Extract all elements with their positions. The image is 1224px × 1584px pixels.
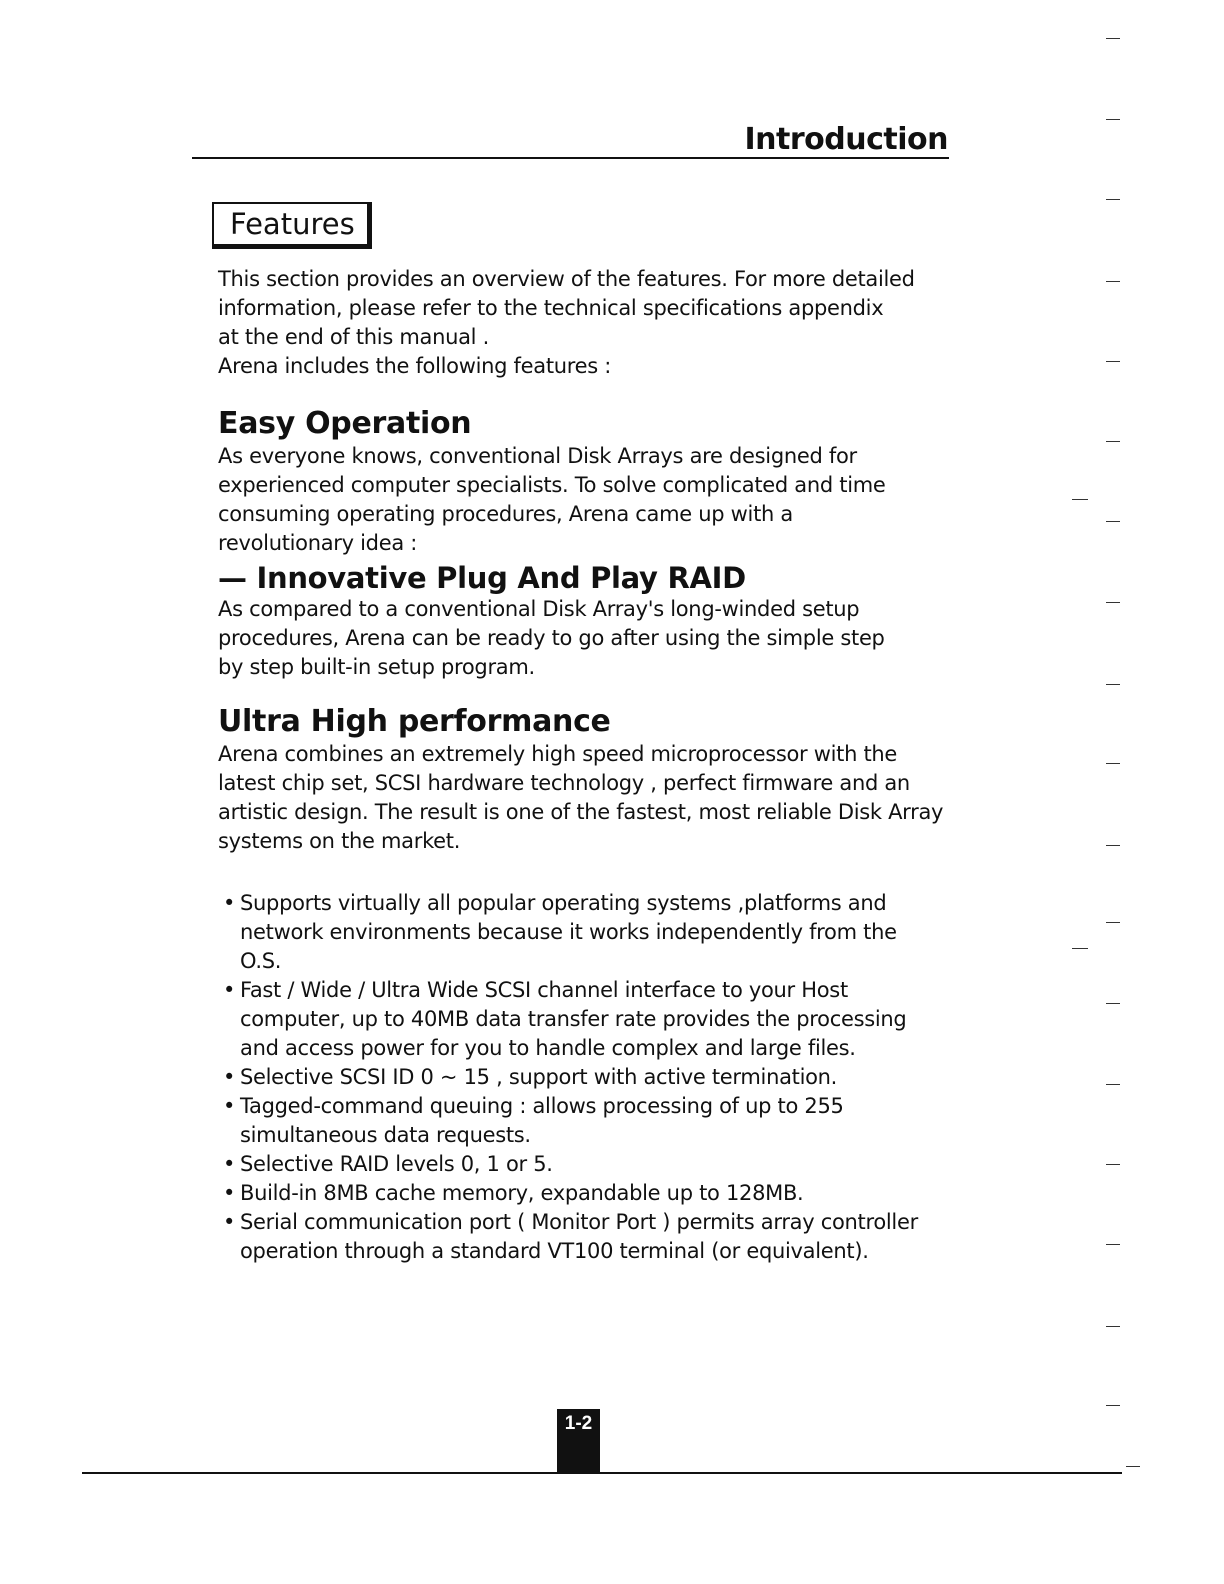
bullet-icon: • xyxy=(223,1065,236,1089)
performance-section xyxy=(218,704,978,856)
main-content xyxy=(218,265,978,1266)
text-line: by step built-in setup program. xyxy=(218,655,535,679)
text-line: information, please refer to the technical specifications appendix xyxy=(218,296,884,320)
text-line: Arena combines an extremely high speed microprocessor with the xyxy=(218,742,898,766)
text-line: Serial communication port ( Monitor Port ) permits array controller xyxy=(240,1210,918,1234)
easy-operation-section xyxy=(218,406,978,558)
margin-mark xyxy=(1106,1164,1120,1165)
header-divider xyxy=(192,157,949,159)
text-line: O.S. xyxy=(240,949,282,973)
text-line: simultaneous data requests. xyxy=(240,1123,531,1147)
margin-mark xyxy=(1072,499,1088,500)
margin-mark xyxy=(1106,1084,1120,1085)
text-line: computer, up to 40MB data transfer rate provides the processing xyxy=(240,1007,907,1031)
text-line: latest chip set, SCSI hardware technology , perfect firmware and an xyxy=(218,771,910,795)
performance-heading: Ultra High performance xyxy=(218,704,611,739)
margin-mark xyxy=(1106,38,1120,39)
text-line: and access power for you to handle complex and large files. xyxy=(240,1036,856,1060)
margin-mark xyxy=(1106,199,1120,200)
list-item xyxy=(218,976,978,1063)
plug-and-play-heading: — Innovative Plug And Play RAID xyxy=(218,561,746,595)
margin-mark xyxy=(1106,119,1120,120)
text-line: artistic design. The result is one of the fastest, most reliable Disk Array xyxy=(218,800,944,824)
easy-operation-heading: Easy Operation xyxy=(218,406,472,441)
intro-paragraph xyxy=(218,265,978,381)
text-line: This section provides an overview of the features. For more detailed xyxy=(218,267,915,291)
text-line: Fast / Wide / Ultra Wide SCSI channel interface to your Host xyxy=(240,978,848,1002)
text-line: operation through a standard VT100 terminal (or equivalent). xyxy=(240,1239,869,1263)
margin-mark xyxy=(1106,1003,1120,1004)
text-line: systems on the market. xyxy=(218,829,461,853)
section-title: Features xyxy=(212,202,372,249)
list-item xyxy=(218,1063,978,1092)
margin-mark xyxy=(1106,845,1120,846)
margin-mark xyxy=(1106,1244,1120,1245)
page-header-title: Introduction xyxy=(744,122,948,157)
text-line: procedures, Arena can be ready to go after using the simple step xyxy=(218,626,885,650)
margin-mark xyxy=(1106,1326,1120,1327)
text-line: Selective RAID levels 0, 1 or 5. xyxy=(240,1152,553,1176)
text-line: experienced computer specialists. To solve complicated and time xyxy=(218,473,886,497)
margin-mark xyxy=(1106,521,1120,522)
text-line: Selective SCSI ID 0 ~ 15 , support with active termination. xyxy=(240,1065,838,1089)
bullet-icon: • xyxy=(223,1152,236,1176)
bullet-icon: • xyxy=(223,891,236,915)
list-item xyxy=(218,1208,978,1266)
text-line: network environments because it works independently from the xyxy=(240,920,897,944)
plug-and-play-section xyxy=(218,561,978,682)
text-line: As everyone knows, conventional Disk Arrays are designed for xyxy=(218,444,857,468)
list-item xyxy=(218,1092,978,1150)
text-line: Build-in 8MB cache memory, expandable up to 128MB. xyxy=(240,1181,804,1205)
margin-mark xyxy=(1106,684,1120,685)
text-line: at the end of this manual . xyxy=(218,325,489,349)
text-line: consuming operating procedures, Arena came up with a xyxy=(218,502,793,526)
list-item xyxy=(218,1150,978,1179)
bullet-icon: • xyxy=(223,1181,236,1205)
text-line: Arena includes the following features : xyxy=(218,354,612,378)
text-line: As compared to a conventional Disk Array's long-winded setup xyxy=(218,597,860,621)
margin-mark xyxy=(1106,1405,1120,1406)
margin-mark xyxy=(1106,281,1120,282)
bullet-icon: • xyxy=(223,1210,236,1234)
list-item xyxy=(218,1179,978,1208)
footer-divider xyxy=(82,1472,1122,1474)
margin-mark xyxy=(1106,602,1120,603)
bullet-icon: • xyxy=(223,978,236,1002)
text-line: Tagged-command queuing : allows processing of up to 255 xyxy=(240,1094,844,1118)
text-line: revolutionary idea : xyxy=(218,531,418,555)
list-item xyxy=(218,889,978,976)
page-number: 1-2 xyxy=(557,1409,600,1473)
margin-mark xyxy=(1106,922,1120,923)
text-line: Supports virtually all popular operating systems ,platforms and xyxy=(240,891,887,915)
margin-mark xyxy=(1072,948,1088,949)
bullet-icon: • xyxy=(223,1094,236,1118)
margin-mark xyxy=(1126,1466,1140,1467)
margin-mark xyxy=(1106,361,1120,362)
feature-bullet-list xyxy=(218,889,978,1266)
margin-mark xyxy=(1106,441,1120,442)
margin-mark xyxy=(1106,763,1120,764)
